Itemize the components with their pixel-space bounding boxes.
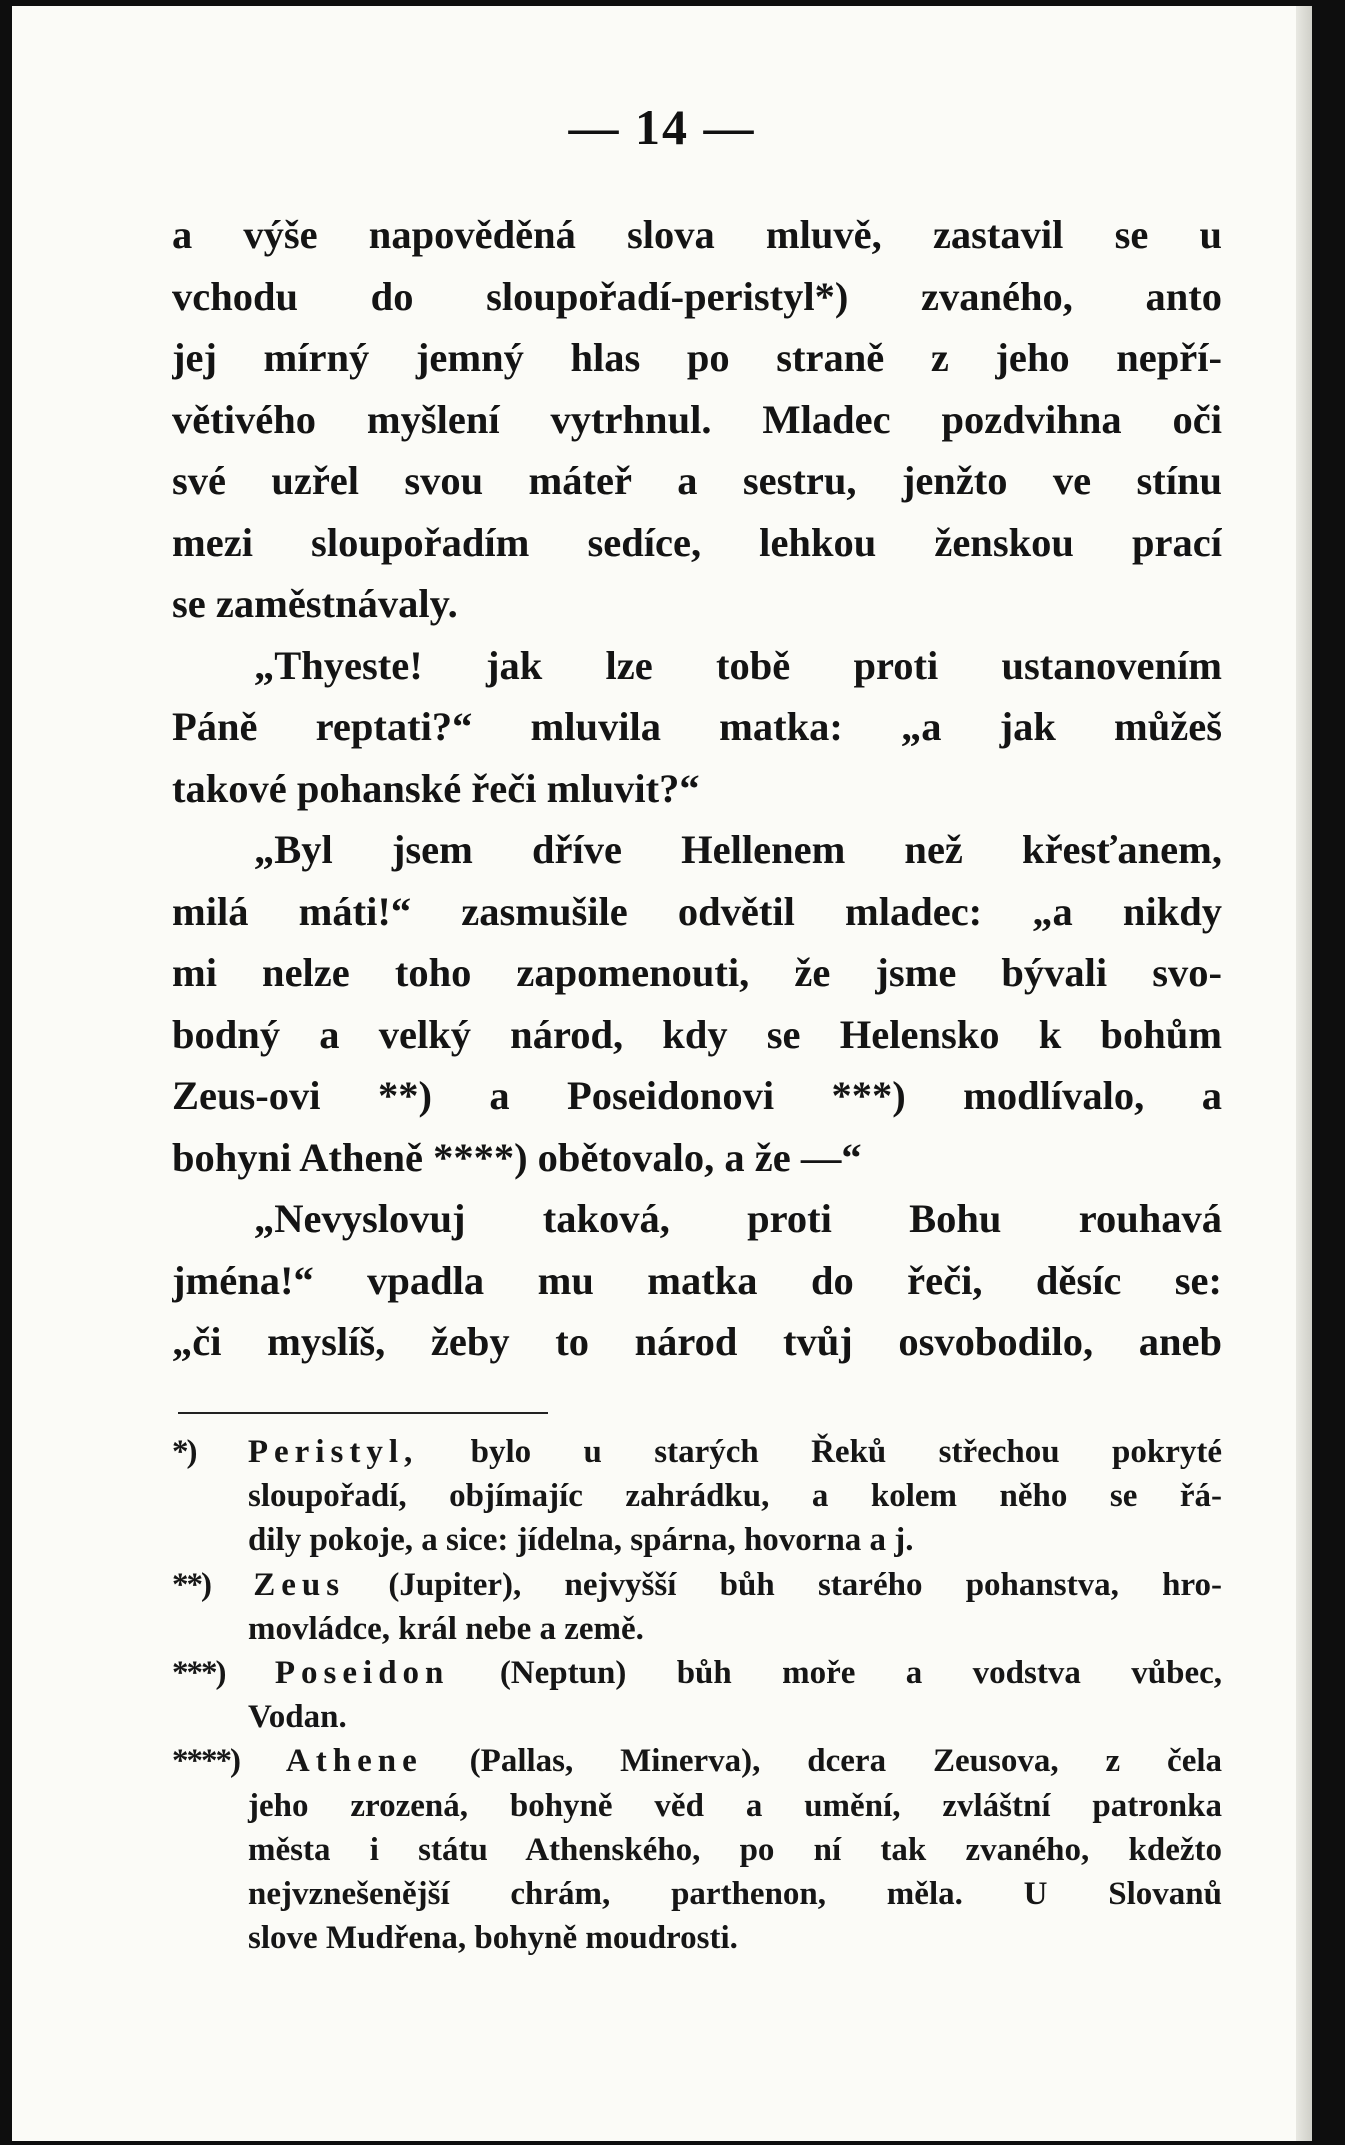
footnote-term: Peristyl, bbox=[247, 1434, 419, 1470]
footnote-term: Zeus bbox=[253, 1566, 346, 1603]
text-line: jména!“ vpadla mu matka do řeči, děsíc se: bbox=[172, 1257, 1222, 1303]
text-line: bohyni Atheně ****) obětovalo, a že —“ bbox=[172, 1134, 862, 1180]
text-line: takové pohanské řeči mluvit?“ bbox=[172, 765, 700, 811]
text-line: mi nelze toho zapomenouti, že jsme bývali svo- bbox=[172, 950, 1222, 995]
footnote-peristyl bbox=[172, 1430, 1222, 1563]
main-text bbox=[172, 204, 1222, 1373]
footnote-line bbox=[172, 1563, 1222, 1607]
text-line: vchodu do sloupořadí-peristyl*) zvaného, anto bbox=[172, 273, 1222, 319]
footnote-line: dily pokoje, a sice: jídelna, spárna, hovorna a j. bbox=[248, 1522, 914, 1559]
text-line: „Nevyslovuj taková, proti Bohu rouhavá bbox=[254, 1196, 1222, 1241]
footnote-line: nejvznešenější chrám, parthenon, měla. U Slovanů bbox=[248, 1876, 1222, 1913]
footnote-text: (Neptun) bůh moře a vodstva vůbec, bbox=[499, 1655, 1222, 1692]
footnote-line: sloupořadí, objímajíc zahrádku, a kolem něho se řá- bbox=[248, 1478, 1222, 1515]
page-number: — 14 — bbox=[568, 99, 756, 155]
text-line: své uzřel svou máteř a sestru, jenžto ve stínu bbox=[172, 458, 1222, 503]
footnote-athene bbox=[172, 1739, 1222, 1960]
text-line: „či myslíš, žeby to národ tvůj osvobodilo, aneb bbox=[172, 1319, 1222, 1364]
text-line: Zeus-ovi **) a Poseidonovi ***) modlívalo, a bbox=[172, 1073, 1222, 1118]
footnote-text: (Jupiter), nejvyšší bůh starého pohanstva, hro- bbox=[388, 1566, 1222, 1603]
footnote-line: Vodan. bbox=[248, 1699, 347, 1736]
footnote-text: (Pallas, Minerva), dcera Zeusova, z čela bbox=[469, 1743, 1222, 1780]
footnote-marker: **) bbox=[172, 1566, 210, 1603]
footnote-term: Athene bbox=[285, 1743, 423, 1780]
footnote-line: města i státu Athenského, po ní tak zvaného, kdežto bbox=[248, 1831, 1222, 1868]
footnote-line bbox=[172, 1739, 1222, 1783]
text-line: jej mírný jemný hlas po straně z jeho nepří- bbox=[172, 335, 1222, 380]
text-line: milá máti!“ zasmušile odvětil mladec: „a nikdy bbox=[172, 888, 1222, 934]
book-page bbox=[12, 6, 1312, 2141]
footnote-line: slove Mudřena, bohyně moudrosti. bbox=[248, 1920, 738, 1957]
footnote-term: Poseidon bbox=[274, 1655, 450, 1692]
footnote-text: bylo u starých Řeků střechou pokryté bbox=[470, 1434, 1222, 1470]
footnote-zeus bbox=[172, 1563, 1222, 1651]
footnote-line: jeho zrozená, bohyně věd a umění, zvláštní patronka bbox=[248, 1787, 1222, 1824]
footnote-rule bbox=[178, 1412, 548, 1414]
footnotes bbox=[172, 1430, 1222, 1960]
page-edge bbox=[1296, 6, 1312, 2141]
text-line: a výše napověděná slova mluvě, zastavil se u bbox=[172, 212, 1222, 257]
footnote-line bbox=[172, 1651, 1222, 1695]
text-line: větivého myšlení vytrhnul. Mladec pozdvihna oči bbox=[172, 396, 1222, 442]
text-line: „Thyeste! jak lze tobě proti ustanovením bbox=[254, 642, 1222, 688]
text-line: Páně reptati?“ mluvila matka: „a jak můžeš bbox=[172, 704, 1222, 749]
footnote-line: movládce, král nebe a země. bbox=[248, 1610, 644, 1647]
footnote-marker: *) bbox=[172, 1434, 196, 1470]
footnote-marker: ***) bbox=[172, 1655, 225, 1692]
text-line: bodný a velký národ, kdy se Helensko k bohům bbox=[172, 1011, 1222, 1057]
footnote-marker: ****) bbox=[172, 1743, 239, 1780]
text-line: mezi sloupořadím sedíce, lehkou ženskou prací bbox=[172, 519, 1222, 565]
footnote-poseidon bbox=[172, 1651, 1222, 1739]
text-line: se zaměstnávaly. bbox=[172, 581, 458, 626]
text-line: „Byl jsem dříve Hellenem než křesťanem, bbox=[254, 827, 1222, 872]
footnote-line bbox=[172, 1430, 1222, 1474]
